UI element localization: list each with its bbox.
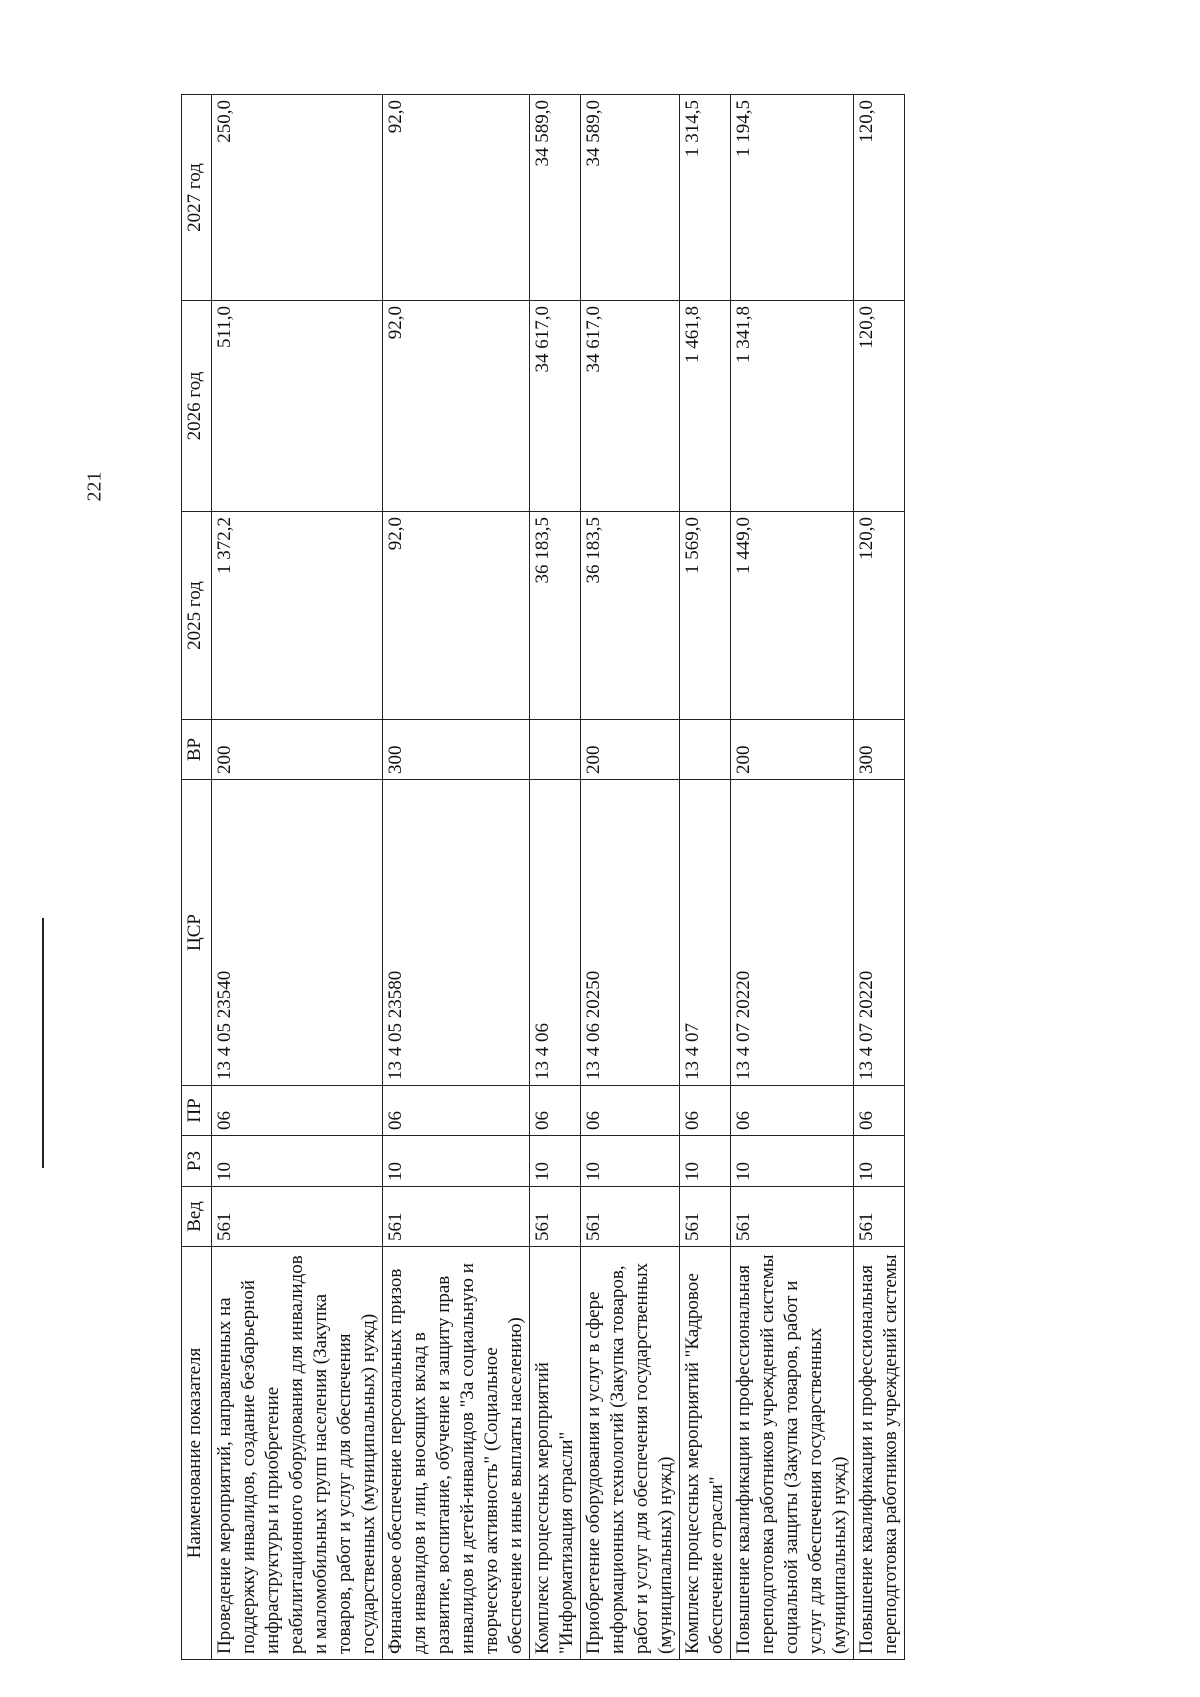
cell-csr: 13 4 06 20250 [581,780,680,1086]
cell-ved: 561 [212,1187,383,1247]
cell-ved: 561 [530,1187,581,1247]
cell-2025: 1 449,0 [731,512,854,720]
cell-name: Повышение квалификации и профессиональная переподготовка работников учреждений системы [854,1247,905,1660]
cell-2027: 34 589,0 [581,95,680,301]
cell-2026: 1 461,8 [680,301,731,512]
cell-csr: 13 4 06 [530,780,581,1086]
cell-name: Повышение квалификации и профессиональная переподготовка работников учреждений системы социальной защиты (Закупка товаров, работ и услуг для обеспечения государственных (муниципальных) нужд) [731,1247,854,1660]
table-row [854,95,905,1660]
cell-rz: 10 [680,1136,731,1187]
table-row [383,95,530,1660]
cell-2025: 120,0 [854,512,905,720]
cell-2027: 1 314,5 [680,95,731,301]
cell-rz: 10 [854,1136,905,1187]
cell-pr: 06 [680,1086,731,1136]
cell-rz: 10 [530,1136,581,1187]
cell-2026: 511,0 [212,301,383,512]
cell-2027: 1 194,5 [731,95,854,301]
cell-rz: 10 [731,1136,854,1187]
cell-ved: 561 [731,1187,854,1247]
cell-pr: 06 [854,1086,905,1136]
table-header-row [182,95,212,1660]
cell-vr [530,720,581,780]
cell-pr: 06 [731,1086,854,1136]
cell-rz: 10 [581,1136,680,1187]
table-row [680,95,731,1660]
cell-csr: 13 4 07 20220 [731,780,854,1086]
cell-name: Комплекс процессных мероприятий "Информатизация отрасли" [530,1247,581,1660]
cell-vr: 300 [854,720,905,780]
cell-ved: 561 [581,1187,680,1247]
table-row [530,95,581,1660]
cell-name: Комплекс процессных мероприятий "Кадровое обеспечение отрасли" [680,1247,731,1660]
cell-csr: 13 4 07 20220 [854,780,905,1086]
budget-table [181,94,905,1660]
header-2026: 2026 год [182,301,212,512]
cell-rz: 10 [212,1136,383,1187]
table-row [731,95,854,1660]
cell-2026: 1 341,8 [731,301,854,512]
cell-2026: 120,0 [854,301,905,512]
cell-pr: 06 [530,1086,581,1136]
cell-2025: 36 183,5 [530,512,581,720]
cell-pr: 06 [383,1086,530,1136]
cell-rz: 10 [383,1136,530,1187]
cell-pr: 06 [581,1086,680,1136]
header-vr: ВР [182,720,212,780]
cell-ved: 561 [854,1187,905,1247]
cell-2026: 34 617,0 [530,301,581,512]
divider-rule [42,918,44,1168]
header-csr: ЦСР [182,780,212,1086]
cell-name: Приобретение оборудования и услуг в сфере информационных технологий (Закупка товаров, работ и услуг для обеспечения государственных (муниципальных) нужд) [581,1247,680,1660]
cell-2025: 1 569,0 [680,512,731,720]
cell-2025: 1 372,2 [212,512,383,720]
cell-vr [680,720,731,780]
cell-csr: 13 4 05 23540 [212,780,383,1086]
rotated-table-container [181,95,1097,1660]
cell-2027: 120,0 [854,95,905,301]
cell-vr: 300 [383,720,530,780]
table-row [212,95,383,1660]
cell-pr: 06 [212,1086,383,1136]
cell-name: Финансовое обеспечение персональных призов для инвалидов и лиц, вносящих вклад в развитие, воспитание, обучение и защиту прав инвалидов и детей-инвалидов "За социальную и творческую активность" (Социальное обеспечение и иные выплаты населению) [383,1247,530,1660]
cell-2027: 250,0 [212,95,383,301]
header-2027: 2027 год [182,95,212,301]
cell-csr: 13 4 07 [680,780,731,1086]
cell-vr: 200 [212,720,383,780]
cell-2026: 92,0 [383,301,530,512]
header-rz: РЗ [182,1136,212,1187]
cell-2026: 34 617,0 [581,301,680,512]
cell-csr: 13 4 05 23580 [383,780,530,1086]
cell-2025: 36 183,5 [581,512,680,720]
header-ved: Вед [182,1187,212,1247]
cell-vr: 200 [731,720,854,780]
cell-ved: 561 [383,1187,530,1247]
cell-2027: 34 589,0 [530,95,581,301]
page-number: 221 [83,471,106,502]
cell-name: Проведение мероприятий, направленных на поддержку инвалидов, создание безбарьерной инфраструктуры и приобретение реабилитационного оборудования для инвалидов и маломобильных групп населения (Закупка товаров, работ и услуг для обеспечения государственных (муниципальных) нужд) [212,1247,383,1660]
header-name: Наименование показателя [182,1247,212,1660]
cell-vr: 200 [581,720,680,780]
header-pr: ПР [182,1086,212,1136]
cell-2027: 92,0 [383,95,530,301]
table-row [581,95,680,1660]
cell-2025: 92,0 [383,512,530,720]
cell-ved: 561 [680,1187,731,1247]
header-2025: 2025 год [182,512,212,720]
